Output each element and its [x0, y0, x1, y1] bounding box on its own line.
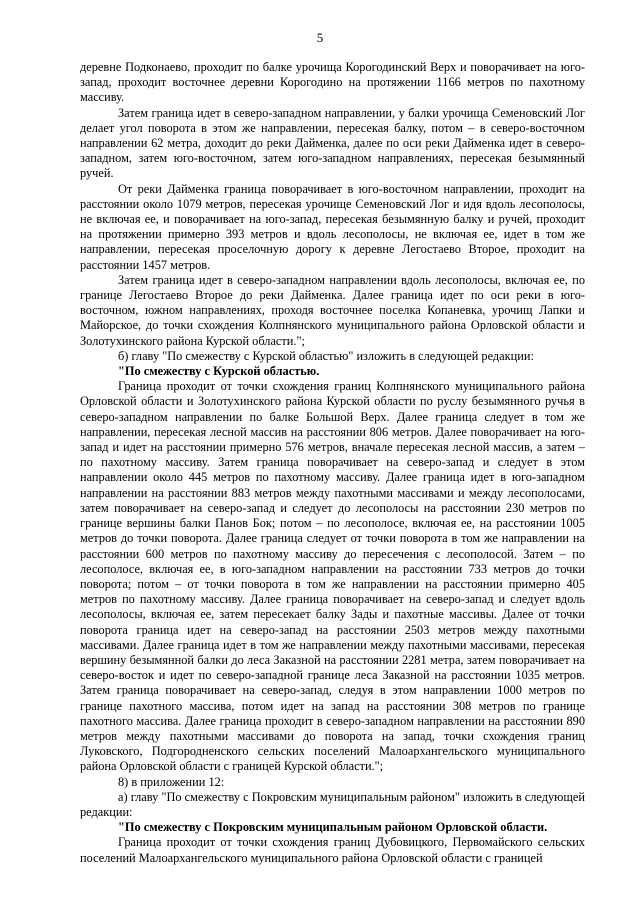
paragraph: От реки Дайменка граница поворачивает в юго-восточном направлении, проходит на расстоянии около 1079 метров, пересекая урочище Семеновский Лог и идя вдоль лесополосы, не включая ее, и поворачивает на юго-запад, пересекая безымянную балку и ручей, проходит на протяжении примерно 393 метров и вдоль лесополосы, не включая ее, идет в том же направлении, пересекая проселочную дорогу к деревне Легостаево Второе, проходит на расстоянии 1457 метров. [80, 181, 585, 272]
page-number: 5 [316, 30, 324, 45]
paragraph: Граница проходит от точки схождения границ Дубовицкого, Первомайского сельских поселений Малоархангельского муниципального района Орловской области с границей [80, 835, 585, 865]
paragraph: Затем граница идет в северо-западном направлении, у балки урочища Семеновский Лог делает угол поворота в этом же направлении, пересекая балку, потом – в северо-восточном направлении 62 метра, доходит до реки Дайменка, далее по оси реки Дайменка идет в северо-западном, затем юго-восточном, затем юго-западном направлениях, пересекая безымянный ручей. [80, 105, 585, 181]
paragraph: а) главу "По смежеству с Покровским муниципальным районом" изложить в следующей редакции: [80, 789, 585, 819]
paragraph: Затем граница идет в северо-западном направлении вдоль лесополосы, включая ее, по границе Легостаево Второе до реки Дайменка. Далее граница идет по оси реки в юго-восточном, южном направлениях, проходя восточнее поселка Копаневка, урочищ Лапки и Майорское, до точки схождения Колпнянского муниципального района Орловской области и Золотухинского района Курской области."; [80, 272, 585, 348]
paragraph: деревне Подконаево, проходит по балке урочища Корогодинский Верх и поворачивает на юго-запад, проходит восточнее деревни Корогодино на протяжении 1166 метров по пахотному массиву. [80, 60, 585, 105]
section-heading: "По смежеству с Покровским муниципальным районом Орловской области. [118, 820, 548, 835]
section-heading: "По смежеству с Курской областью. [118, 364, 320, 379]
paragraph: Граница проходит от точки схождения границ Колпнянского муниципального района Орловской области и Золотухинского района Курской области по руслу безымянного ручья в северо-западном направлении по балке Большой Верх. Далее граница следует в том же направлении, пересекая лесной массив на расстоянии 806 метров. Далее поворачивает на юго-запад и идет на расстоянии примерно 576 метров, вначале пересекая лесной массив, а затем – по пахотному массиву. Затем граница поворачивает на северо-запад и следует в этом направлении около 445 метров по пахотному массиву. Далее граница идет в юго-западном направлении на расстоянии 883 метров между пахотными массивами и между лесополосами, затем поворачивает на северо-запад и следует до лесополосы на расстоянии 230 метров по границе вершины балки Панов Бок; потом – по лесополосе, включая ее, на расстоянии 1005 метров до точки поворота. Далее граница следует от точки поворота в том же направлении на расстоянии 600 метров по пахотному массиву до пересечения с лесополосой. Затем – по лесополосе, включая ее, в юго-западном направлении на расстоянии 733 метров до точки поворота; потом – от точки поворота в том же направлении на расстоянии примерно 405 метров по пахотному массиву. Далее граница поворачивает на северо-запад и следует вдоль лесополосы, включая ее, затем пересекает балку Зады и пахотные массивы. Далее от точки поворота граница идет на северо-запад на расстоянии 2503 метров между пахотными массивами. Далее граница идет в том же направлении между пахотными массивами, пересекая вершину безымянной балки до леса Заказной на расстоянии 2281 метра, затем поворачивает на северо-восток и идет по северо-западной границе леса Заказной на расстоянии 1035 метров. Затем граница поворачивает на северо-запад, следуя в этом направлении 1000 метров по границе пахотного массива, потом идет на запад на расстоянии 308 метров по границе пахотного массива. Далее граница проходит в северо-западном направлении на расстоянии 890 метров между пахотными массивами до поворота на запад, точки схождения границ Луковского, Подгородненского сельских поселений Малоархангельского муниципального района Орловской области с границей Курской области."; [80, 379, 585, 774]
paragraph: 8) в приложении 12: [118, 774, 225, 789]
document-body [80, 60, 585, 866]
paragraph: б) главу "По смежеству с Курской областью" изложить в следующей редакции: [118, 348, 534, 363]
